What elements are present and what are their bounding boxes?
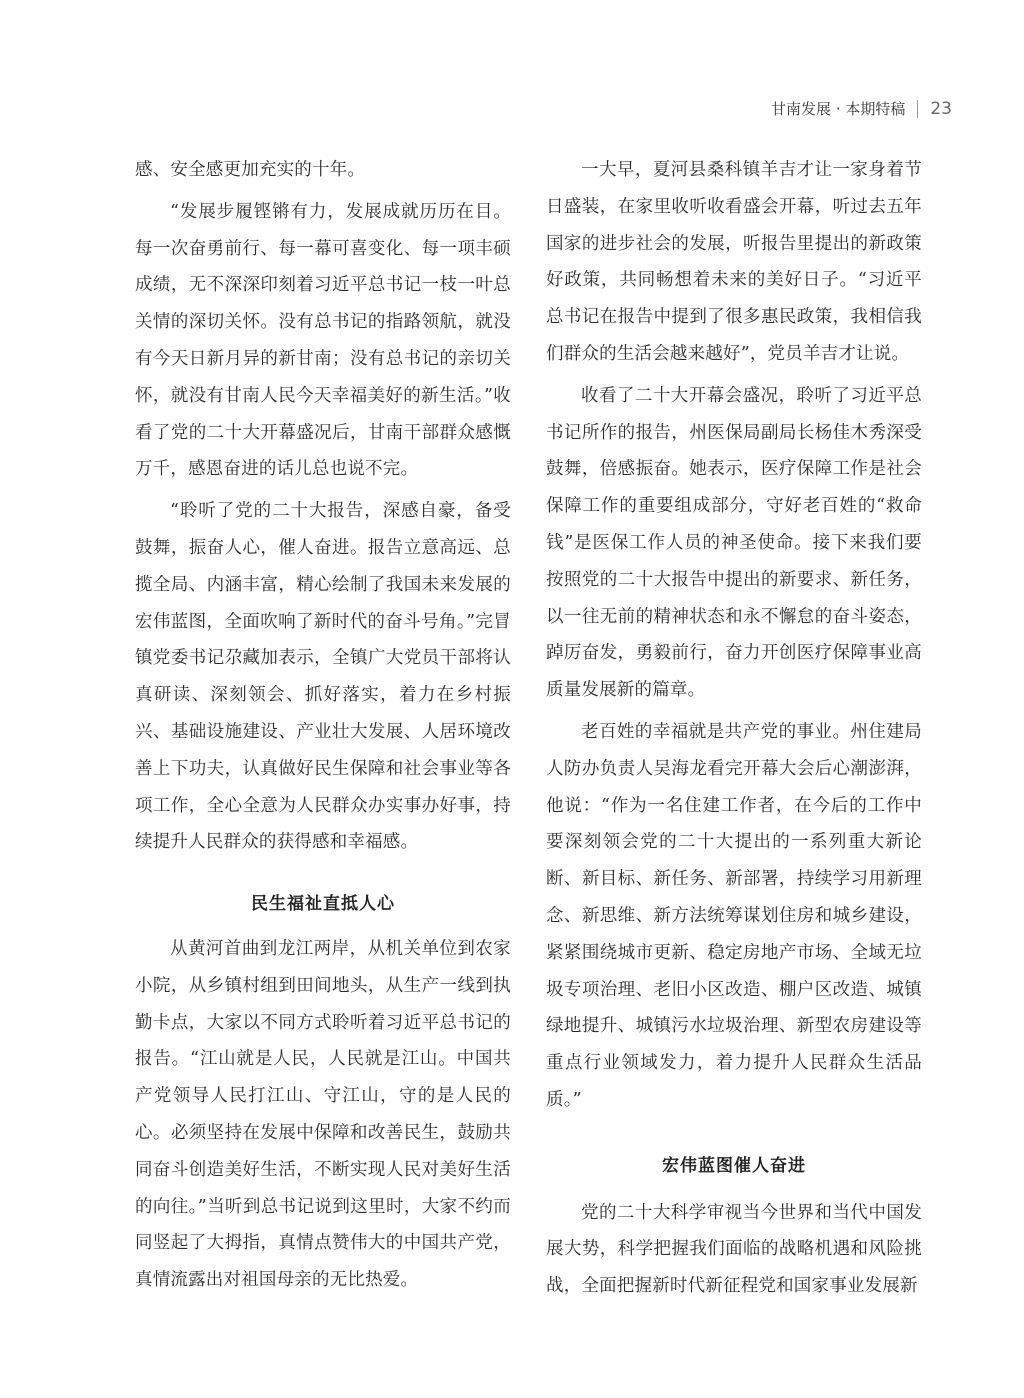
paragraph: “发展步履铿锵有力，发展成就历历在目。每一次奋勇前行、每一幕可喜变化、每一项丰硕成绩，无不深深印刻着习近平总书记一枝一叶总关情的深切关怀。没有总书记的指路领航，就没有今天日新月异的新甘南；没有总书记的亲切关怀，就没有甘南人民今天幸福美好的新生活。”收看了党的二十大开幕盛况后，甘南干部群众感慨万千，感恩奋进的话儿总也说不完。 [135, 201, 511, 480]
section-heading: 宏伟蓝图催人奋进 [662, 1155, 806, 1176]
left-column [135, 152, 511, 1304]
section-title: 甘南发展 · 本期特稿 [771, 100, 906, 118]
paragraph: 从黄河首曲到龙江两岸，从机关单位到农家小院，从乡镇村组到田间地头，从生产一线到执勤卡点，大家以不同方式聆听着习近平总书记的报告。“江山就是人民，人民就是江山。中国共产党领导人民打江山、守江山，守的是人民的心。必须坚持在发展中保障和改善民生，鼓励共同奋斗创造美好生活，不断实现人民对美好生活的向往。”当听到总书记说到这里时，大家不约而同竖起了大拇指，真情点赞伟大的中国共产党，真情流露出对祖国母亲的无比热爱。 [135, 938, 511, 1291]
paragraph: 感、安全感更加充实的十年。 [135, 160, 366, 180]
paragraph: “聆听了党的二十大报告，深感自豪，备受鼓舞，振奋人心，催人奋进。报告立意高远、总揽全局、内涵丰富，精心绘制了我国未来发展的宏伟蓝图，全面吹响了新时代的奋斗号角。”完冒镇党委书记尕藏加表示，全镇广大党员干部将认真研读、深刻领会、抓好落实，着力在乡村振兴、基础设施建设、产业壮大发展、人居环境改善上下功夫，认真做好民生保障和社会事业等各项工作，全心全意为人民群众办实事办好事，持续提升人民群众的获得感和幸福感。 [135, 501, 511, 853]
page-number: 23 [930, 98, 952, 119]
paragraph: 老百姓的幸福就是共产党的事业。州住建局人防办负责人吴海龙看完开幕大会后心潮澎湃，他说：“作为一名住建工作者，在今后的工作中要深刻领会党的二十大提出的一系列重大新论断、新目标、新任务、新部署，持续学习用新理念、新思维、新方法统筹谋划住房和城乡建设，紧紧围绕城市更新、稳定房地产市场、全域无垃圾专项治理、老旧小区改造、棚户区改造、城镇绿地提升、城镇污水垃圾治理、新型农房建设等重点行业领域发力，着力提升人民群众生活品质。” [546, 721, 922, 1110]
paragraph: 收看了二十大开幕会盛况，聆听了习近平总书记所作的报告，州医保局副局长杨佳木秀深受鼓舞，倍感振奋。她表示，医疗保障工作是社会保障工作的重要组成部分，守好老百姓的“救命钱”是医保工作人员的神圣使命。接下来我们要按照党的二十大报告中提出的新要求、新任务，以一往无前的精神状态和永不懈怠的奋斗姿态，踔厉奋发，勇毅前行，奋力开创医疗保障事业高质量发展新的篇章。 [546, 385, 922, 701]
page-header [771, 98, 952, 119]
right-column [546, 152, 922, 1310]
paragraph: 党的二十大科学审视当今世界和当代中国发展大势，科学把握我们面临的战略机遇和风险挑战，全面把握新时代新征程党和国家事业发展新 [546, 1202, 922, 1297]
paragraph: 一大早，夏河县桑科镇羊吉才让一家身着节日盛装，在家里收听收看盛会开幕，听过去五年国家的进步社会的发展，听报告里提出的新政策好政策，共同畅想着未来的美好日子。“习近平总书记在报告中提到了很多惠民政策，我相信我们群众的生活会越来越好”，党员羊吉才让说。 [546, 160, 922, 364]
section-heading: 民生福祉直抵人心 [251, 894, 395, 915]
header-divider [917, 100, 918, 118]
